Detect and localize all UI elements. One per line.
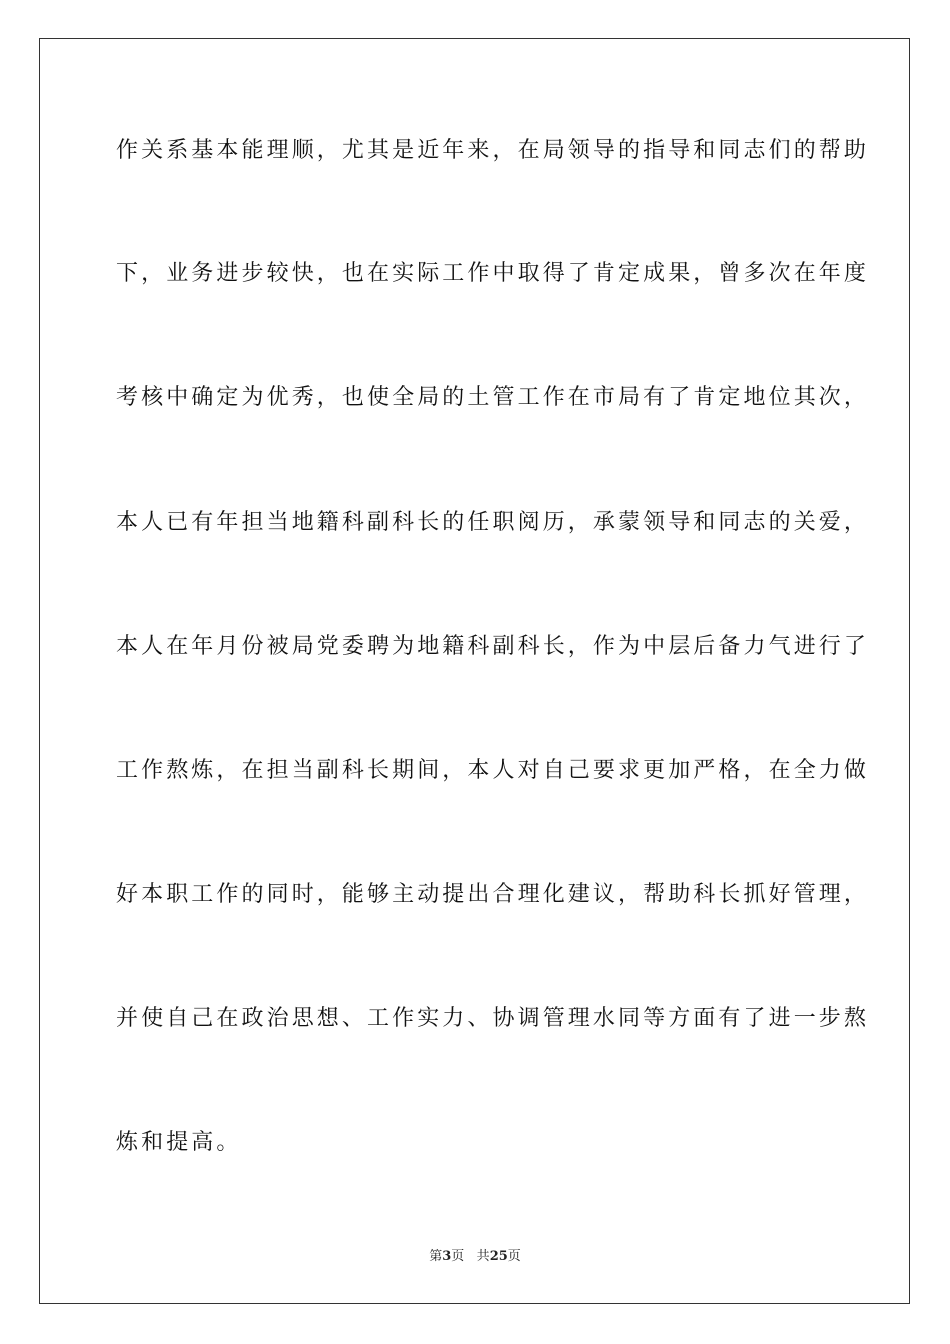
page-number-prefix: 第 xyxy=(429,1249,443,1264)
page-number: 3 xyxy=(442,1249,452,1264)
paragraph-line: 炼和提高。 xyxy=(116,1130,242,1155)
paragraph-line: 作关系基本能理顺，尤其是近年来，在局领导的指导和同志们的帮助 xyxy=(116,138,870,163)
paragraph-line: 考核中确定为优秀，也使全局的土管工作在市局有了肯定地位其次， xyxy=(116,385,870,410)
total-pages-prefix: 共 xyxy=(476,1249,490,1264)
page-footer xyxy=(0,1248,950,1266)
page-number-suffix: 页 xyxy=(451,1249,465,1264)
total-pages-suffix: 页 xyxy=(507,1249,521,1264)
paragraph-line: 好本职工作的同时，能够主动提出合理化建议，帮助科长抓好管理， xyxy=(116,882,870,907)
paragraph-line: 本人已有年担当地籍科副科长的任职阅历，承蒙领导和同志的关爱， xyxy=(116,510,870,535)
paragraph-line: 并使自己在政治思想、工作实力、协调管理水同等方面有了进一步熬 xyxy=(116,1006,870,1031)
paragraph-line: 工作熬炼，在担当副科长期间，本人对自己要求更加严格，在全力做 xyxy=(116,758,870,783)
footer-spacer xyxy=(464,1249,476,1264)
page-border xyxy=(39,38,910,1304)
total-pages: 25 xyxy=(489,1249,508,1264)
paragraph-line: 下，业务进步较快，也在实际工作中取得了肯定成果，曾多次在年度 xyxy=(116,261,870,286)
paragraph-line: 本人在年月份被局党委聘为地籍科副科长，作为中层后备力气进行了 xyxy=(116,634,870,659)
